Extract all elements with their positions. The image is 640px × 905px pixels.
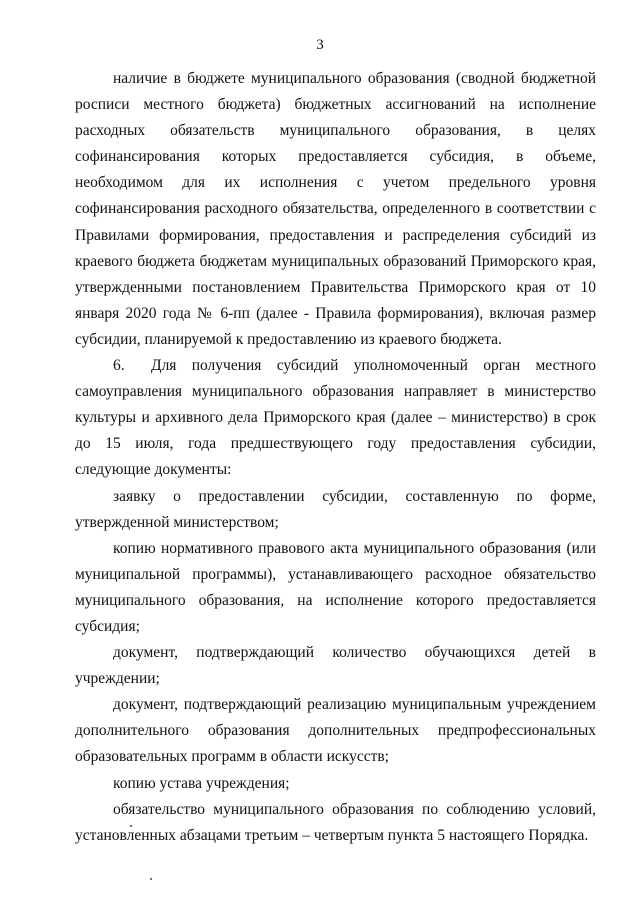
paragraph-6-text: Для получения субсидий уполномоченный орган местного самоуправления муниципального образования направляет в министерство культуры и архивного дела Приморского края (далее – министерство) в срок до 15 июля, года предшествующего году предоставления субсидии, следующие документы:: [75, 357, 596, 479]
list-item-obligation: обязательство муниципального образования по соблюдению условий, установленных абзацами третьим – четвертым пункта 5 настоящего Порядка.: [75, 800, 596, 844]
document-body: [75, 66, 596, 849]
paragraph-number: 6.: [113, 357, 125, 375]
list-item-legal-act-copy: копию нормативного правового акта муниципального образования (или муниципальной программы), устанавливающего расходное обязательство муниципального образования, на исполнение которого предоставляется субсидия;: [75, 539, 596, 635]
list-item-student-count-document: документ, подтверждающий количество обучающихся детей в учреждении;: [75, 644, 596, 688]
paragraph-budget-allocations: наличие в бюджете муниципального образования (сводной бюджетной росписи местного бюджета) бюджетных ассигнований на исполнение расходных обязательств муниципального образования, в целях софинансирования которых предоставляется субсидия, в объеме, необходимом для их исполнения с учетом предельного уровня софинансирования расходного обязательства, определенного в соответствии с Правилами формирования, предоставления и распределения субсидий из краевого бюджета бюджетам муниципальных образований Приморского края, утвержденными постановлением Правительства Приморского края от 10 января 2020 года № 6-пп (далее - Правила формирования), включая размер субсидии, планируемой к предоставлению из краевого бюджета.: [75, 70, 596, 348]
list-item-application: заявку о предоставлении субсидии, составленную по форме, утвержденной министерством;: [75, 487, 596, 531]
list-item-program-implementation-document: документ, подтверждающий реализацию муниципальным учреждением дополнительного образования дополнительных предпрофессиональных образовательных программ в области искусств;: [75, 696, 596, 766]
scan-speck: [150, 878, 152, 880]
page-number: 3: [316, 37, 324, 53]
scan-speck: [130, 825, 132, 827]
paragraph-6: [75, 353, 596, 483]
list-item-charter-copy: копию устава учреждения;: [113, 774, 290, 792]
